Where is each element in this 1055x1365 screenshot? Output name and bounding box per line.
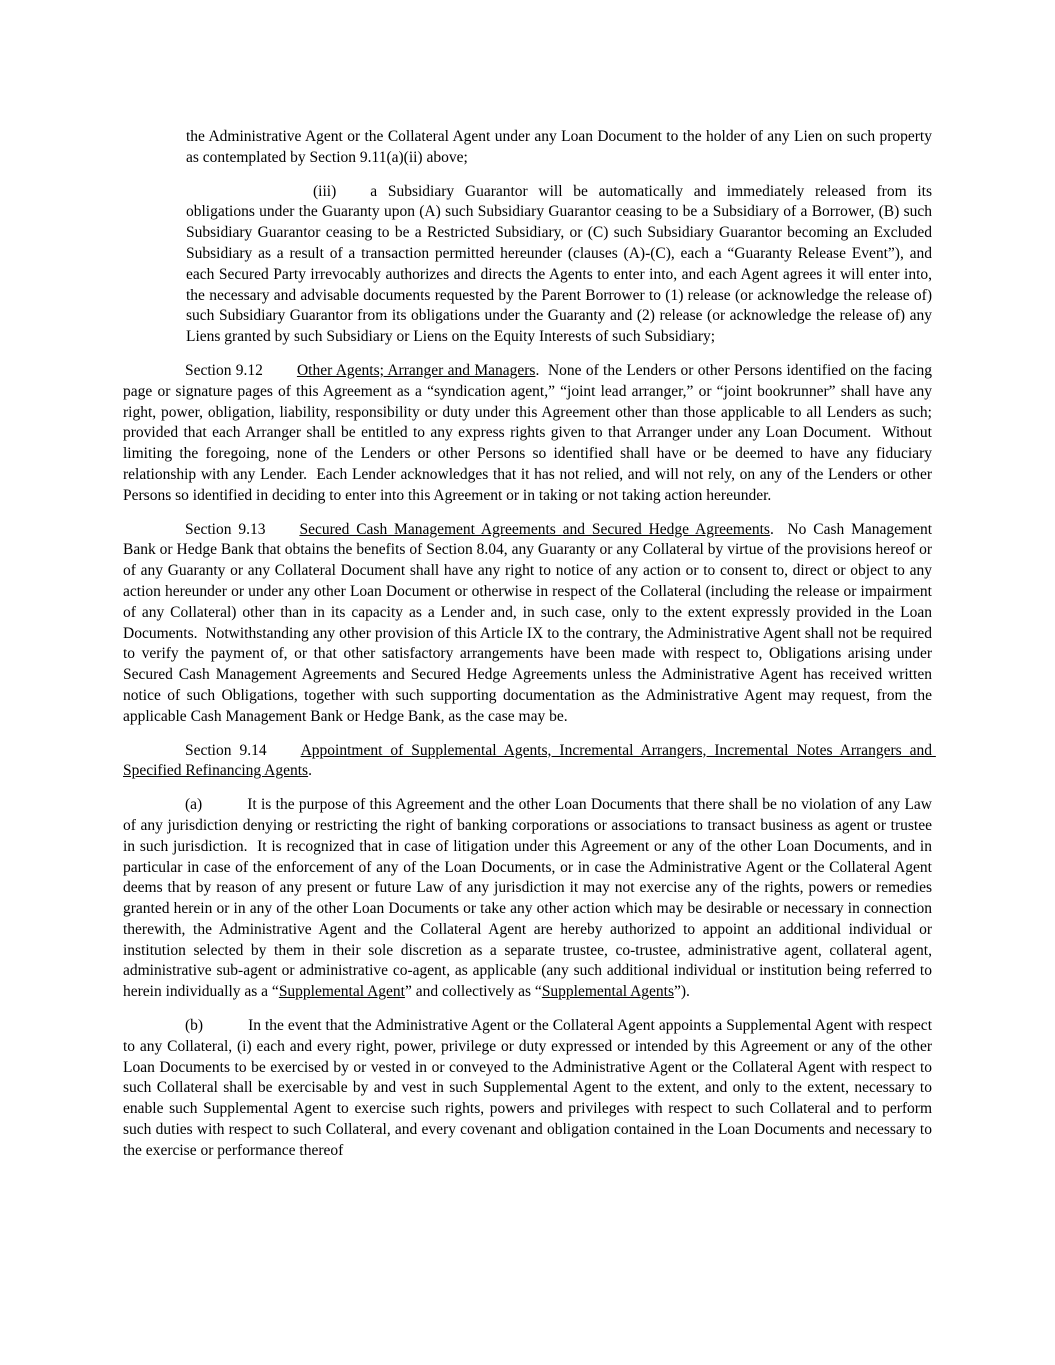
paragraph-text: . No Cash Management Bank or Hedge Bank that obtains the benefits of Section 8.04, any Guaranty or any Collateral by virtue of the provisions hereof or of any Guaranty or any Collateral Document shall have any right to notice of any action or to consent to, direct or object to any action hereunder or under any other Loan Document or otherwise in respect of the Collateral (including the release or impairment of any Collateral) other than in its capacity as a Lender and, in such case, only to the extent expressly provided in the Loan Documents. Notwithstanding any other provision of this Article IX to the contrary, the Administrative Agent shall not be required to verify the payment of, or that other satisfactory arrangements have been made with respect to, Obligations arising under Secured Cash Management Agreements and Secured Hedge Agreements unless the Administrative Agent has received written notice of such Obligations, together with such supporting documentation as the Administrative Agent may request, from the applicable Cash Management Bank or Hedge Bank, as the case may be. (123, 520, 936, 725)
section-9-12-paragraph (123, 361, 936, 507)
paragraph-text: It is the purpose of this Agreement and the other Loan Documents that there shall be no violation of any Law of any jurisdiction denying or restricting the right of banking corporations or associations to transact business as agent or trustee in such jurisdiction. It is recognized that in case of litigation under this Agreement or any of the other Loan Documents, and in particular in case of the enforcement of any of the Loan Documents, or in case the Administrative Agent or the Collateral Agent deems that by reason of any present or future Law of any jurisdiction it may not exercise any of the rights, powers or remedies granted herein or in any of the other Loan Documents or take any other action which may be desirable or necessary in connection therewith, the Administrative Agent and the Collateral Agent are hereby authorized to appoint an additional individual or institution selected by them in their sole discretion as a separate trustee, co-trustee, administrative agent, collateral agent, administrative sub-agent or administrative co-agent, as applicable (any such additional individual or institution being referred to herein individually as a “ (123, 796, 936, 1001)
section-number: Section 9.13 (185, 520, 266, 538)
section-number: Section 9.12 (185, 361, 263, 379)
continuation-paragraph (186, 127, 936, 169)
defined-term: Supplemental Agent (278, 983, 405, 1001)
clause-label: (a) (185, 796, 203, 814)
section-heading: Appointment of Supplemental Agents, Incremental Arrangers, Incremental Notes Arrangers and Specified Refinancing Agents (123, 741, 936, 780)
paragraph-text: a Subsidiary Guarantor will be automatically and immediately released from its obligations under the Guaranty upon (A) such Subsidiary Guarantor ceasing to be a Subsidiary of a Borrower, (B) such Subsidiary Guarantor ceasing to be a Restricted Subsidiary, or (C) such Subsidiary Guarantor becoming an Excluded Subsidiary as a result of a transaction permitted hereunder (clauses (A)-(C), each a “Guaranty Release Event”), and each Secured Party irrevocably authorizes and directs the Agents to enter into, and each Agent agrees it will enter into, the necessary and advisable documents requested by the Parent Borrower to (1) release (or acknowledge the release of) such Subsidiary Guarantor from its obligations under the Guaranty and (2) release (or acknowledge the release of) any Liens granted by such Subsidiary or Liens on the Equity Interests of such Subsidiary; (186, 182, 936, 346)
clause-label: (iii) (313, 182, 337, 200)
paragraph-b (123, 1016, 936, 1162)
paragraph-text: In the event that the Administrative Agent or the Collateral Agent appoints a Supplemental Agent with respect to any Collateral, (i) each and every right, power, privilege or duty expressed or intended by this Agreement or any of the other Loan Documents to be exercised by or vested in or conveyed to the Administrative Agent or the Collateral Agent with respect to such Collateral shall be exercisable by and vest in such Supplemental Agent to the extent, and only to the extent, necessary to enable such Supplemental Agent to exercise such rights, powers and privileges with respect to such Collateral and to perform such duties with respect to such Collateral, and every covenant and obligation contained in the Loan Documents and necessary to the exercise or performance thereof (123, 1017, 936, 1159)
subclause-iii-paragraph (186, 182, 936, 348)
paragraph-text: . (308, 762, 312, 780)
defined-term: Supplemental Agents (541, 983, 674, 1001)
paragraph-text: . None of the Lenders or other Persons identified on the facing page or signature pages of this Agreement as a “syndication agent,” “joint lead arranger,” or “joint bookrunner” shall have any right, power, obligation, liability, responsibility or duty under this Agreement other than those applicable to all Lenders as such; provided that each Arranger shall be entitled to any express rights given to that Arranger under any Loan Document. Without limiting the foregoing, none of the Lenders or other Persons so identified shall have or be deemed to have any fiduciary relationship with any Lender. Each Lender acknowledges that it has not relied, and will not rely, on any of the Lenders or other Persons so identified in deciding to enter into this Agreement or in taking or not taking action hereunder. (123, 361, 936, 504)
clause-label: (b) (185, 1017, 204, 1035)
section-number: Section 9.14 (185, 741, 267, 759)
section-9-13-paragraph (123, 520, 936, 728)
paragraph-text: ”). (673, 983, 690, 1001)
paragraph-text: ” and collectively as “ (404, 983, 542, 1001)
section-9-14-heading-paragraph (123, 741, 936, 783)
section-heading: Other Agents; Arranger and Managers (296, 361, 536, 379)
section-heading: Secured Cash Management Agreements and Secured Hedge Agreements (299, 520, 770, 538)
paragraph-a (123, 795, 936, 1003)
paragraph-text: the Administrative Agent or the Collateral Agent under any Loan Document to the holder of any Lien on such property as contemplated by Section 9.11(a)(ii) above; (186, 128, 936, 166)
